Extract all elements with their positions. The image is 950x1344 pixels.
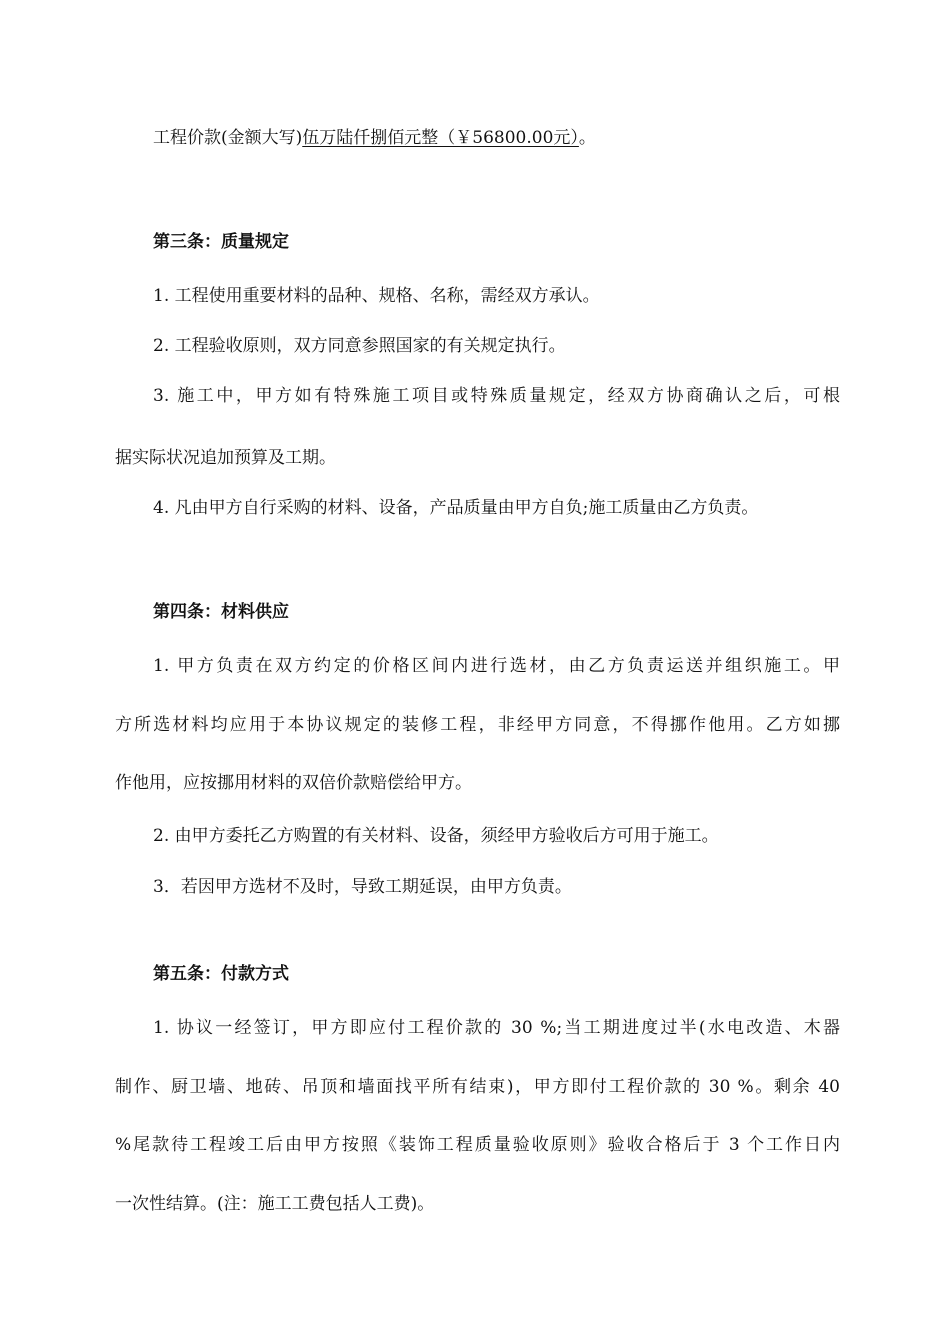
article-3-item-1: 1. 工程使用重要材料的品种、规格、名称，需经双方承认。 (153, 286, 600, 306)
article-4-item-3: 3．若因甲方选材不及时，导致工期延误，由甲方负责。 (153, 877, 572, 897)
article-4-item-1: 1. 甲方负责在双方约定的价格区间内进行选材，由乙方负责运送并组织施工。甲 (153, 656, 840, 676)
price-paragraph (153, 126, 596, 150)
price-label: 工程价款(金额大写) (153, 128, 303, 148)
article-3-heading: 第三条：质量规定 (153, 232, 289, 252)
article-4-heading: 第四条：材料供应 (153, 602, 289, 622)
article-4-item-1-line-3: 作他用，应按挪用材料的双倍价款赔偿给甲方。 (115, 773, 472, 793)
article-3-item-3-line-1: 3. 施工中，甲方如有特殊施工项目或特殊质量规定，经双方协商确认之后，可根 (153, 386, 840, 406)
article-4-item-1-line-2: 方所选材料均应用于本协议规定的装修工程，非经甲方同意，不得挪作他用。乙方如挪 (115, 715, 840, 735)
article-5-item-1-line-4: 一次性结算。(注：施工工费包括人工费)。 (115, 1194, 435, 1214)
article-5-item-1: 1. 协议一经签订，甲方即应付工程价款的 30 %;当工期进度过半(水电改造、木器 (153, 1018, 840, 1038)
price-amount: 伍万陆仟捌佰元整（￥56800.00元） (302, 128, 579, 148)
article-5-item-1-line-2: 制作、厨卫墙、地砖、吊顶和墙面找平所有结束)，甲方即付工程价款的 30 %。剩余 40 (115, 1077, 840, 1097)
article-4-item-2: 2. 由甲方委托乙方购置的有关材料、设备，须经甲方验收后方可用于施工。 (153, 826, 719, 846)
article-5-heading: 第五条：付款方式 (153, 964, 289, 984)
article-3-item-4: 4. 凡由甲方自行采购的材料、设备，产品质量由甲方自负;施工质量由乙方负责。 (153, 498, 759, 518)
article-3-item-2: 2. 工程验收原则，双方同意参照国家的有关规定执行。 (153, 336, 566, 356)
article-3-item-3 (153, 384, 840, 408)
article-5-item-1-line-3: %尾款待工程竣工后由甲方按照《装饰工程质量验收原则》验收合格后于 3 个工作日内 (115, 1135, 840, 1155)
article-3-item-3-continued: 据实际状况追加预算及工期。 (115, 448, 336, 468)
price-suffix: 。 (578, 128, 596, 148)
